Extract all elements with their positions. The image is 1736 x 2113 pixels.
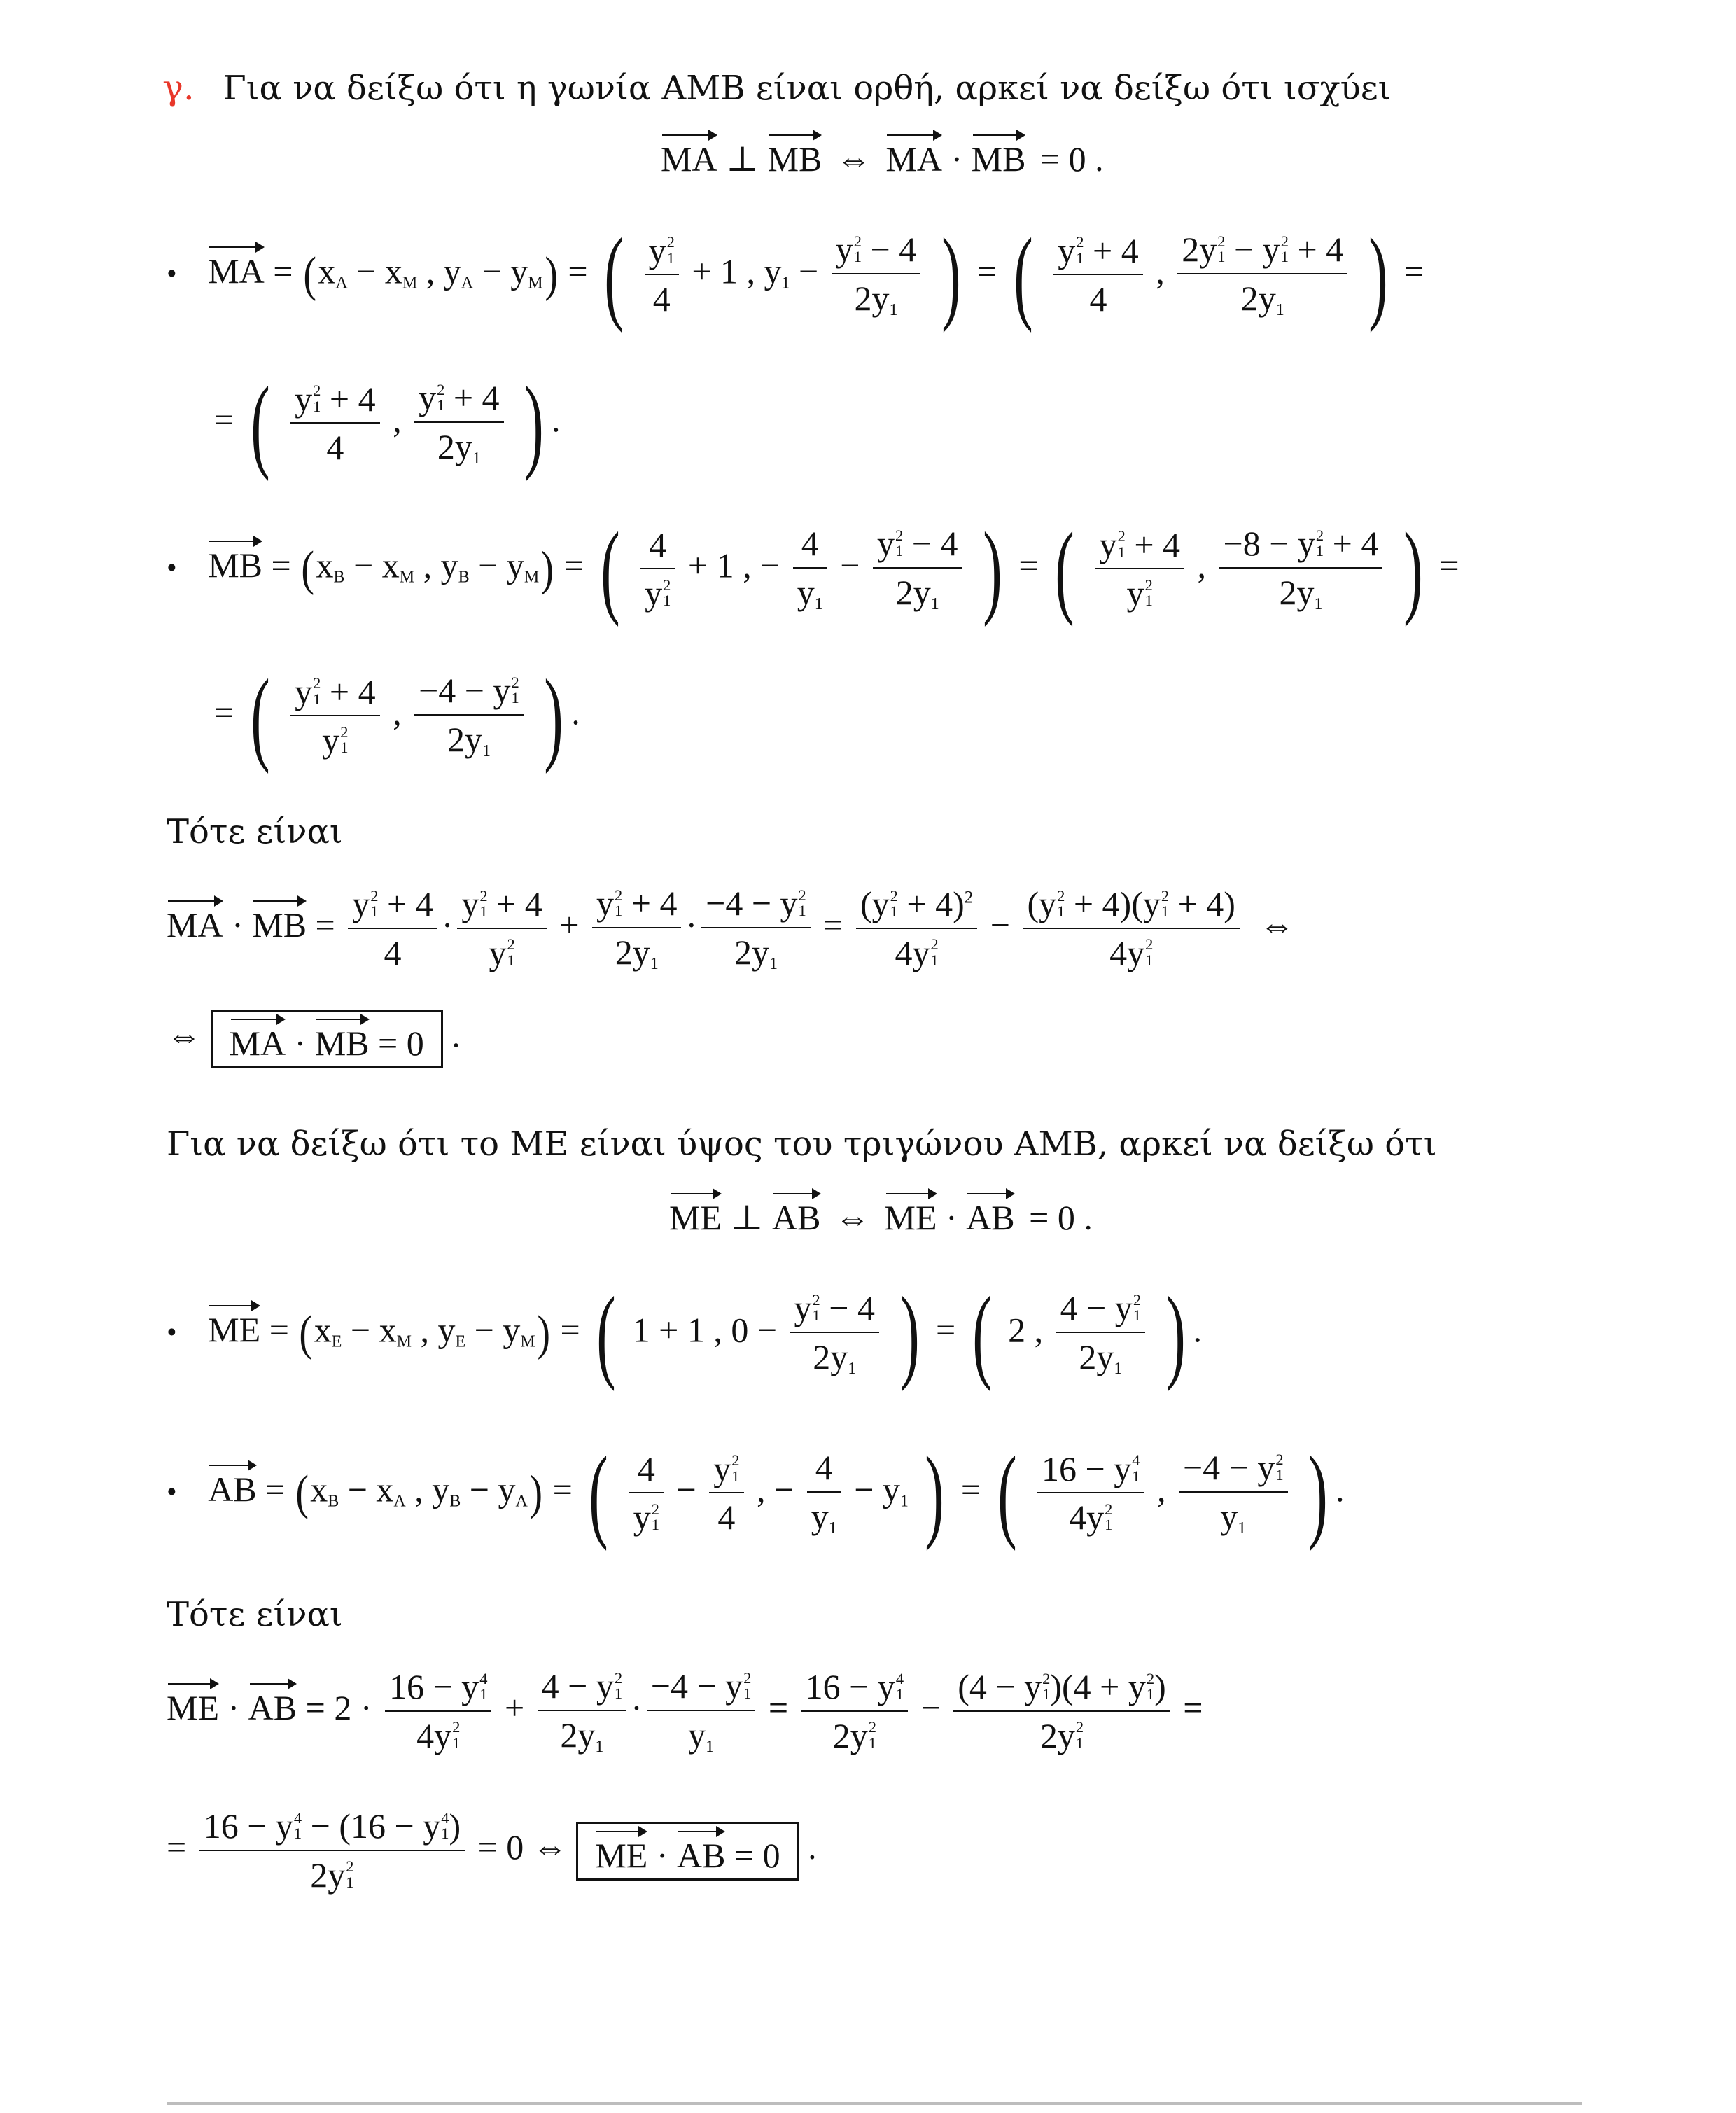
big-paren-left: ( bbox=[600, 511, 620, 627]
fraction: y 2 1 − 4 $2y_1$ bbox=[873, 524, 962, 614]
vector-ab: AB bbox=[772, 1190, 820, 1235]
fraction: y 2 1 − 4 $2y_1$ bbox=[832, 230, 920, 320]
fraction: y 2 1 + 4 4 bbox=[290, 379, 379, 468]
mb-vector-line-1: • MB = ($x_B - x_M$ , $y_B - y_M$) = ( 4 y 2 1 + 1 , − $\frac{4}{y_1}$ − y 2 1 − 4 $2y_1$ ) = ( y 2 1 + 4 y 2 1 , −8 − y 2 1 + 4 $2y_1$ ) = bbox=[167, 511, 1460, 627]
vector-me-5: ME bbox=[595, 1828, 648, 1873]
vector-ab-2: AB bbox=[966, 1190, 1014, 1235]
me-expr-part: 1 + 1 , 0 − bbox=[632, 1310, 778, 1350]
paren-right: ) bbox=[544, 248, 558, 302]
dot-symbol: · bbox=[946, 1198, 958, 1237]
big-paren-left: ( bbox=[997, 1435, 1017, 1551]
then-label-2: Τότε είναι bbox=[167, 1595, 343, 1634]
part-c-intro-line bbox=[162, 67, 1392, 108]
big-paren-left: ( bbox=[604, 217, 624, 333]
vector-ma-5: MA bbox=[230, 1016, 286, 1061]
footer-divider bbox=[167, 2102, 1582, 2105]
fraction: y 2 1 + 4 y 2 1 bbox=[290, 672, 379, 761]
condition-ma-mb bbox=[661, 132, 1104, 179]
big-paren-right: ) bbox=[1308, 1435, 1328, 1551]
fraction: 4 y 2 1 bbox=[629, 1449, 664, 1538]
bullet: • bbox=[167, 258, 177, 291]
fraction: y 2 1 + 4 y 2 1 bbox=[457, 884, 546, 973]
big-paren-right: ) bbox=[899, 1276, 920, 1392]
final-rhs: = 0 ⇔ bbox=[477, 1827, 568, 1867]
fraction: 16 − y 4 1 − (16 − y 4 1 ) 2y 2 1 bbox=[200, 1806, 465, 1895]
paren-right: ) bbox=[529, 1466, 542, 1520]
fraction: $\frac{4}{y_1}$ bbox=[807, 1448, 841, 1538]
iff-symbol: ⇔ bbox=[836, 139, 872, 179]
final-line: = 16 − y 4 1 − (16 − y 4 1 ) 2y 2 1 = 0 ⇔ ME · AB = 0 . bbox=[167, 1806, 817, 1895]
fraction: y 2 1 + 4 4 bbox=[348, 884, 437, 973]
mb-vector-line-2: = ( y 2 1 + 4 y 2 1 , −4 − y 2 1 $2y_1$ ) . bbox=[214, 658, 580, 774]
fraction: −4 − y 2 1 $y_1$ bbox=[647, 1666, 756, 1757]
big-paren-left: ( bbox=[250, 658, 270, 774]
bullet: • bbox=[167, 1316, 177, 1349]
fraction: y 2 1 4 bbox=[709, 1449, 743, 1538]
big-paren-right: ) bbox=[1368, 217, 1388, 333]
vector-ma-2: MA bbox=[886, 132, 942, 176]
fraction: 16 − y 4 1 4y 2 1 bbox=[385, 1667, 491, 1756]
vector-mb: MB bbox=[768, 132, 822, 176]
vector-ab-4: AB bbox=[248, 1680, 297, 1725]
vector-ma-3: MA bbox=[208, 244, 265, 288]
then-label-1: Τότε είναι bbox=[167, 812, 343, 851]
big-paren-left: ( bbox=[596, 1276, 616, 1392]
vector-mb-3: MB bbox=[208, 538, 262, 583]
fraction: y 2 1 − 4 $2y_1$ bbox=[790, 1288, 879, 1379]
big-paren-right: ) bbox=[544, 658, 564, 774]
vector-me-3: ME bbox=[208, 1302, 260, 1347]
fraction: −4 − y 2 1 $y_1$ bbox=[1179, 1448, 1288, 1538]
fraction: $\frac{4}{y_1}$ bbox=[793, 524, 827, 614]
fraction: y 2 1 + 4 $2y_1$ bbox=[592, 884, 681, 974]
height-intro: Για να δείξω ότι το ME είναι ύψος του τριγώνου AMB, αρκεί να δείξω ότι bbox=[167, 1124, 1437, 1164]
perp-symbol: ⊥ bbox=[730, 1198, 764, 1237]
ma-vector-line-1: • MA = ($x_A - x_M$ , $y_A - y_M$) = ( y 2 1 4 + 1 , $y_1$ − y 2 1 − 4 $2y_1$ ) = ( y 2 1 + 4 4 , 2y 2 1 − y 2 1 + 4 $2y_1$ ) = bbox=[167, 217, 1424, 333]
big-paren-right: ) bbox=[983, 511, 1002, 627]
dot-symbol: · bbox=[951, 139, 963, 179]
big-paren-right: ) bbox=[1166, 1276, 1186, 1392]
fraction: −4 − y 2 1 $2y_1$ bbox=[414, 671, 524, 761]
part-marker: γ. bbox=[162, 67, 195, 108]
fraction: 4 y 2 1 bbox=[640, 525, 675, 614]
dot-product-ma-mb: MA · MB = y 2 1 + 4 4 · y 2 1 + 4 y 2 1 + y 2 1 + 4 $2y_1$ · −4 − y 2 1 $2y_1$ = (y 2 1 + 4)$^2$ 4y 2 1 − (y 2 1 + 4)(y 2 1 + 4) 4y 2 1 ⇔ bbox=[167, 884, 1295, 973]
fraction: (4 − y 2 1 )(4 + y 2 1 ) 2y 2 1 bbox=[953, 1667, 1170, 1756]
vector-mb-2: MB bbox=[972, 132, 1026, 176]
iff-symbol: ⇔ bbox=[835, 1198, 870, 1237]
vector-mb-5: MB bbox=[315, 1016, 370, 1061]
boxed-result-2: ME · AB = 0 bbox=[576, 1822, 799, 1881]
fraction: 16 − y 4 1 2y 2 1 bbox=[802, 1667, 908, 1756]
dot-product-me-ab: ME · AB = 2 · 16 − y 4 1 4y 2 1 + 4 − y 2 1 $2y_1$ · −4 − y 2 1 $y_1$ = 16 − y 4 1 2y 2 1 − (4 − y 2 1 )(4 + y 2 1 ) 2y 2 1 = bbox=[167, 1666, 1203, 1756]
vector-mb-4: MB bbox=[252, 898, 307, 942]
boxed-result: MA · MB = 0 bbox=[211, 1010, 443, 1068]
paren-left: ( bbox=[295, 1466, 309, 1520]
result-rhs-2: = 0 bbox=[734, 1835, 780, 1875]
result-ma-mb bbox=[167, 1010, 461, 1068]
fraction: y 2 1 + 4 4 bbox=[1054, 231, 1142, 320]
big-paren-left: ( bbox=[1055, 511, 1074, 627]
paren-left: ( bbox=[299, 1306, 313, 1360]
iff-symbol: ⇔ bbox=[167, 1015, 202, 1055]
vector-ab-5: AB bbox=[677, 1828, 725, 1873]
condition-rhs: = 0 . bbox=[1029, 1198, 1093, 1237]
vector-ab-3: AB bbox=[208, 1462, 256, 1507]
fraction: y 2 1 4 bbox=[645, 231, 679, 320]
fraction: 4 − y 2 1 $2y_1$ bbox=[1056, 1288, 1145, 1379]
period: . bbox=[451, 1015, 461, 1055]
big-paren-right: ) bbox=[1404, 511, 1423, 627]
fraction: (y 2 1 + 4)(y 2 1 + 4) 4y 2 1 bbox=[1023, 884, 1240, 973]
paren-right: ) bbox=[540, 542, 554, 596]
period: . bbox=[808, 1827, 817, 1867]
big-paren-left: ( bbox=[589, 1435, 609, 1551]
vector-me-4: ME bbox=[167, 1680, 219, 1725]
fraction: (y 2 1 + 4)$^2$ 4y 2 1 bbox=[856, 884, 977, 973]
vector-ma-4: MA bbox=[167, 898, 223, 942]
big-paren-left: ( bbox=[972, 1276, 992, 1392]
part-c-intro-text: Για να δείξω ότι η γωνία AMB είναι ορθή, αρκεί να δείξω ότι ισχύει bbox=[223, 69, 1392, 108]
paren-left: ( bbox=[301, 542, 315, 596]
vector-me: ME bbox=[669, 1190, 722, 1235]
bullet: • bbox=[167, 1476, 177, 1509]
fraction: 2y 2 1 − y 2 1 + 4 $2y_1$ bbox=[1177, 230, 1348, 320]
fraction: −8 − y 2 1 + 4 $2y_1$ bbox=[1219, 524, 1383, 614]
condition-me-ab bbox=[669, 1190, 1093, 1235]
equals: = bbox=[273, 251, 293, 291]
me-vector-line: • ME = ($x_E - x_M$ , $y_E - y_M$) = ( 1 + 1 , 0 − y 2 1 − 4 $2y_1$ ) = ( 2 , 4 − y 2 1 $2y_1$ ) . bbox=[167, 1276, 1203, 1392]
fraction: 4 − y 2 1 $2y_1$ bbox=[538, 1666, 626, 1757]
paren-left: ( bbox=[303, 248, 316, 302]
ab-vector-line: • AB = ($x_B - x_A$ , $y_B - y_A$) = ( 4 y 2 1 − y 2 1 4 , − $\frac{4}{y_1}$ − $y_1$ ) = ( 16 − y 4 1 4y 2 1 , −4 − y 2 1 $y_1$ ) . bbox=[167, 1435, 1345, 1551]
result-rhs: = 0 bbox=[378, 1024, 424, 1063]
vector-me-2: ME bbox=[885, 1190, 937, 1235]
big-paren-left: ( bbox=[1014, 217, 1033, 333]
big-paren-right: ) bbox=[941, 217, 961, 333]
fraction: −4 − y 2 1 $2y_1$ bbox=[701, 884, 811, 974]
bullet: • bbox=[167, 552, 177, 585]
big-paren-right: ) bbox=[925, 1435, 945, 1551]
vector-ma: MA bbox=[661, 132, 718, 176]
big-paren-right: ) bbox=[524, 365, 544, 482]
fraction: y 2 1 + 4 y 2 1 bbox=[1096, 525, 1184, 614]
perp-symbol: ⊥ bbox=[726, 139, 760, 179]
fraction: y 2 1 + 4 $2y_1$ bbox=[414, 378, 503, 468]
ma-vector-line-2: = ( y 2 1 + 4 4 , y 2 1 + 4 $2y_1$ ) . bbox=[214, 365, 561, 482]
fraction: 16 − y 4 1 4y 2 1 bbox=[1037, 1449, 1144, 1538]
paren-right: ) bbox=[537, 1306, 550, 1360]
big-paren-left: ( bbox=[250, 365, 270, 482]
condition-rhs: = 0 . bbox=[1040, 139, 1104, 179]
iff-symbol: ⇔ bbox=[1259, 905, 1295, 945]
me-expr-part-2: 2 , bbox=[1008, 1310, 1044, 1350]
